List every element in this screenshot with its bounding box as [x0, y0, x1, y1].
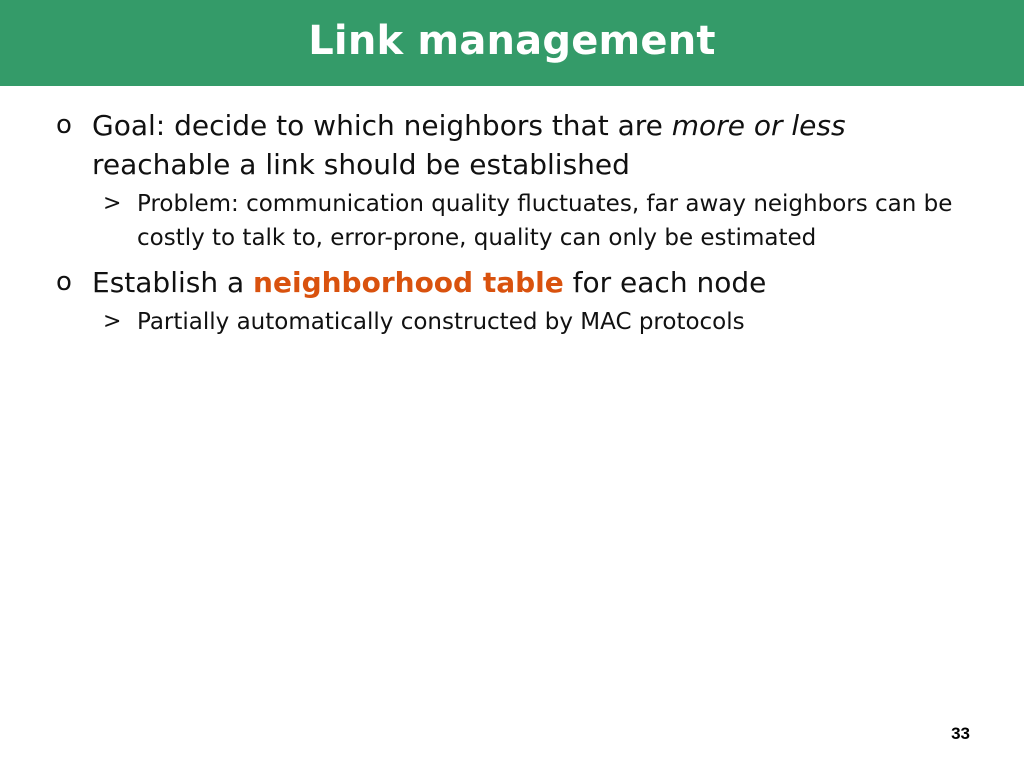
bullet-text-end: for each node: [563, 266, 767, 299]
bullet-emphasis: more or less: [671, 109, 846, 142]
sub-bullet-text: Partially automatically constructed by MAC protocols: [137, 309, 745, 335]
bullet-text-start: Establish a: [92, 266, 254, 299]
sub-bullet-marker: >: [103, 191, 122, 216]
sub-bullet-marker: >: [103, 309, 122, 334]
bullet-establish: [0, 263, 1024, 302]
bullet-text-end: reachable a link should be established: [92, 148, 630, 181]
slide-title: Link management: [308, 18, 716, 64]
sub-bullet-mac: [0, 305, 1024, 339]
bullet-highlight: neighborhood table: [253, 266, 564, 299]
sub-bullet-text: Problem: communication quality fluctuates, far away neighbors can be costly to talk to, error-prone, quality can only be estimated: [137, 191, 953, 251]
slide-content: [0, 106, 1024, 339]
title-bar: [0, 0, 1024, 86]
page-number: 33: [951, 724, 970, 743]
bullet-marker: o: [56, 110, 72, 140]
sub-bullet-problem: [0, 187, 1024, 255]
bullet-goal: [0, 106, 1024, 184]
bullet-marker: o: [56, 267, 72, 297]
bullet-text-start: Goal: decide to which neighbors that are: [92, 109, 672, 142]
